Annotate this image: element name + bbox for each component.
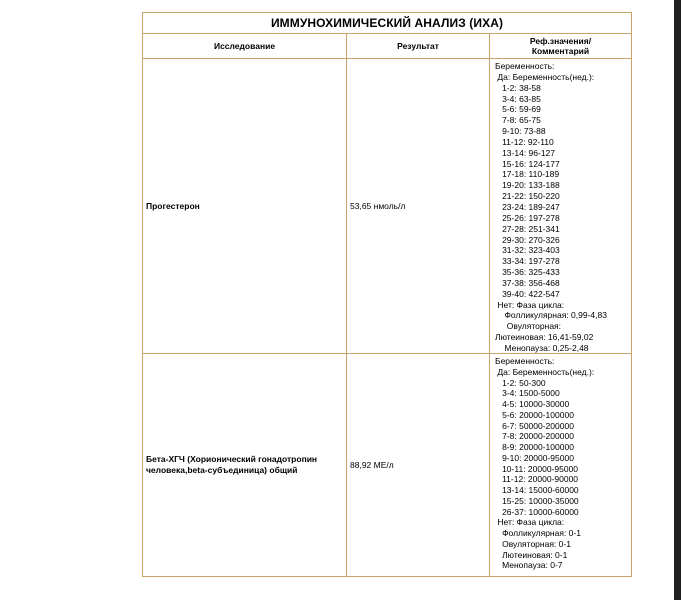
reference-line: Да: Беременность(нед.): [495,366,595,377]
reference-line: 5-6: 20000-100000 [495,409,574,420]
reference-line: 27-28: 251-341 [495,223,560,234]
reference-line: 6-7: 50000-200000 [495,420,574,431]
table-header-row [143,34,631,59]
reference-line: 9-10: 20000-95000 [495,452,574,463]
reference-line: Менопауза: 0,25-2,48 [495,342,589,353]
reference-line: 3-4: 63-85 [495,93,541,104]
reference-line: 9-10: 73-88 [495,126,546,137]
reference-line: 5-6: 59-69 [495,104,541,115]
lab-report-table [142,12,632,577]
reference-line: Лютеиновая: 16,41-59,02 [495,332,594,343]
reference-line: 1-2: 38-58 [495,82,541,93]
reference-line: 7-8: 20000-200000 [495,431,574,442]
reference-line: 3-4: 1500-5000 [495,388,560,399]
reference-line: Да: Беременность(нед.): [495,71,595,82]
reference-line: 7-8: 65-75 [495,115,541,126]
reference-line: 8-9: 20000-100000 [495,442,574,452]
header-reference-line2: Комментарий [531,46,590,56]
reference-line: 4-5: 10000-30000 [495,399,570,409]
reference-line: 21-22: 150-220 [495,191,560,202]
reference-line: Овуляторная: [495,321,562,332]
window-edge-bar [674,0,681,600]
header-test: Исследование [143,34,347,58]
reference-line: Фолликулярная: 0-1 [495,528,581,538]
reference-line: Менопауза: 0-7 [495,560,563,571]
reference-line: 35-36: 325-433 [495,267,560,278]
header-reference-line1: Реф.значения/ [529,36,592,46]
reference-values [490,354,631,576]
reference-line: Лютеиновая: 0-1 [495,549,568,560]
reference-line: 11-12: 92-110 [495,136,554,147]
reference-line: Нет: Фаза цикла: [495,299,565,310]
reference-line: 10-11: 20000-95000 [495,463,579,474]
reference-line: 25-26: 197-278 [495,212,560,223]
reference-line: 1-2: 50-300 [495,377,546,388]
table-row-progesterone [143,59,631,353]
test-result: 53,65 нмоль/л [347,59,490,353]
header-result: Результат [347,34,490,58]
reference-line: Беременность: [495,356,555,366]
reference-line: Фолликулярная: 0,99-4,83 [495,310,607,321]
header-reference [490,34,631,58]
reference-line: 15-25: 10000-35000 [495,495,579,506]
reference-line: 19-20: 133-188 [495,180,560,191]
reference-line: 17-18: 110-189 [495,169,560,180]
reference-line: 39-40: 422-547 [495,288,560,299]
test-name: Бета-ХГЧ (Хорионический гонадотропин человека,beta-субъединица) общий [143,354,347,576]
reference-line: 37-38: 356-468 [495,277,560,288]
reference-line: 13-14: 96-127 [495,147,556,158]
report-title: ИММУНОХИМИЧЕСКИЙ АНАЛИЗ (ИХА) [143,13,631,34]
reference-line: Нет: Фаза цикла: [495,517,565,528]
reference-values [490,59,631,353]
reference-line: 29-30: 270-326 [495,234,560,245]
reference-line: 23-24: 189-247 [495,201,560,212]
reference-line: Овуляторная: 0-1 [495,538,571,549]
reference-line: 15-16: 124-177 [495,158,560,169]
reference-line: 13-14: 15000-60000 [495,485,579,495]
table-row-beta-hcg [143,353,631,576]
test-result: 88,92 МЕ/л [347,354,490,576]
reference-line: 31-32: 323-403 [495,245,560,256]
reference-line: 26-37: 10000-60000 [495,506,579,517]
reference-line: 11-12: 20000-90000 [495,474,579,485]
reference-line: 33-34: 197-278 [495,256,560,267]
reference-line: Беременность: [495,61,555,71]
test-name: Прогестерон [143,59,347,353]
